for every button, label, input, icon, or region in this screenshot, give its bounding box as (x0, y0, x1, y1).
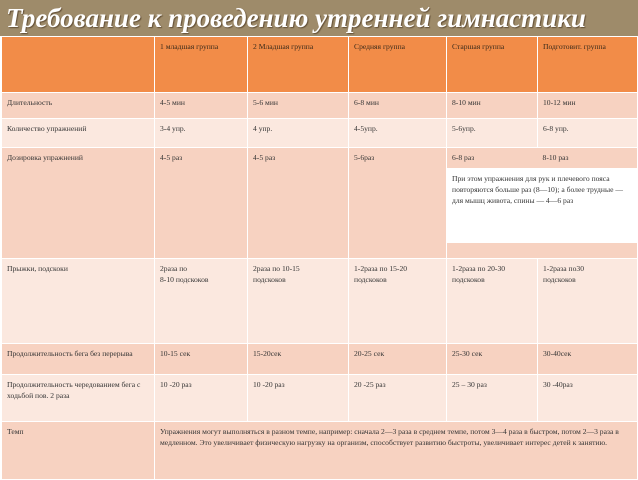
cell-line: 1-2раза по30 (543, 264, 585, 273)
table-cell: 4-5 мин (155, 93, 248, 119)
table-cell: 4-5упр. (349, 119, 447, 148)
header-cell-group2: 2 Младшая группа (248, 37, 349, 93)
dosage-note-cell (447, 148, 638, 259)
table-cell: 10-15 сек (155, 344, 248, 375)
table-cell: 6-8 упр. (538, 119, 638, 148)
table-row (2, 259, 638, 344)
cell-line: подскоков (452, 275, 485, 284)
header-cell-empty (2, 37, 155, 93)
table-row (2, 119, 638, 148)
table-cell: 5-6раз (349, 148, 447, 259)
table-cell (447, 259, 538, 344)
table-cell (538, 259, 638, 344)
table-row (2, 375, 638, 422)
row-label: Прыжки, подскоки (2, 259, 155, 344)
table-cell: 20-25 сек (349, 344, 447, 375)
table-cell: 5-6 мин (248, 93, 349, 119)
table-cell: 15-20сек (248, 344, 349, 375)
table-cell: 10-12 мин (538, 93, 638, 119)
table-cell: 4-5 раз (248, 148, 349, 259)
table-header-row (2, 37, 638, 93)
table-cell: 25 – 30 раз (447, 375, 538, 422)
table-cell: 6-8 раз (452, 153, 475, 162)
table-cell: 30 -40раз (538, 375, 638, 422)
cell-line: подскоков (253, 275, 286, 284)
header-cell-senior: Старшая группа (447, 37, 538, 93)
tempo-text-cell: Упражнения могут выполняться в разном темпе, например: сначала 2—3 раза в среднем темпе, потом 3—4 раза в быстром, потом 2—3 раза в медленном. Это увеличивает физическую нагрузку на организм, способствует развитию быстроты, увеличивает интерес детей к занятию. (155, 422, 638, 480)
table-cell: 20 -25 раз (349, 375, 447, 422)
table-cell: 30-40сек (538, 344, 638, 375)
cell-line: 2раза по (160, 264, 188, 273)
table-cell: 4-5 раз (155, 148, 248, 259)
table-cell: 6-8 мин (349, 93, 447, 119)
row-label: Длительность (2, 93, 155, 119)
header-cell-prep: Подготовит. группа (538, 37, 638, 93)
table-cell (248, 259, 349, 344)
row-label: Дозировка упражнений (2, 148, 155, 259)
table-cell: 4 упр. (248, 119, 349, 148)
cell-line: 8-10 подскоков (160, 275, 209, 284)
table-cell (349, 259, 447, 344)
requirements-table (1, 36, 638, 480)
table-cell: 10 -20 раз (248, 375, 349, 422)
table-row (2, 148, 638, 259)
table-row (2, 93, 638, 119)
header-cell-middle: Средняя группа (349, 37, 447, 93)
table-cell: 8-10 мин (447, 93, 538, 119)
table-row (2, 422, 638, 480)
cell-line: подскоков (543, 275, 576, 284)
table-cell: 8-10 раз (542, 153, 569, 162)
cell-line: 1-2раза по 15-20 (354, 264, 408, 273)
header-cell-group1: 1 младшая группа (155, 37, 248, 93)
table-cell: 25-30 сек (447, 344, 538, 375)
cell-line: подскоков (354, 275, 387, 284)
row-label: Количество упражнений (2, 119, 155, 148)
dosage-note: При этом упражнения для рук и плечевого пояса повторяются больше раз (8—10); а более трудные — для мышц живота, спины — 4—6 раз (447, 168, 637, 243)
table-cell (155, 259, 248, 344)
row-label: Темп (2, 422, 155, 480)
table-cell: 5-6упр. (447, 119, 538, 148)
cell-line: 1-2раза по 20-30 (452, 264, 506, 273)
table-cell: 10 -20 раз (155, 375, 248, 422)
row-label: Продолжительность чередованием бега с ходьбой пов. 2 раза (2, 375, 155, 422)
table-row (2, 344, 638, 375)
row-label: Продолжительность бега без перерыва (2, 344, 155, 375)
table-cell: 3-4 упр. (155, 119, 248, 148)
cell-line: 2раза по 10-15 (253, 264, 300, 273)
page-title: Требование к проведению утренней гимнастики (0, 0, 638, 36)
